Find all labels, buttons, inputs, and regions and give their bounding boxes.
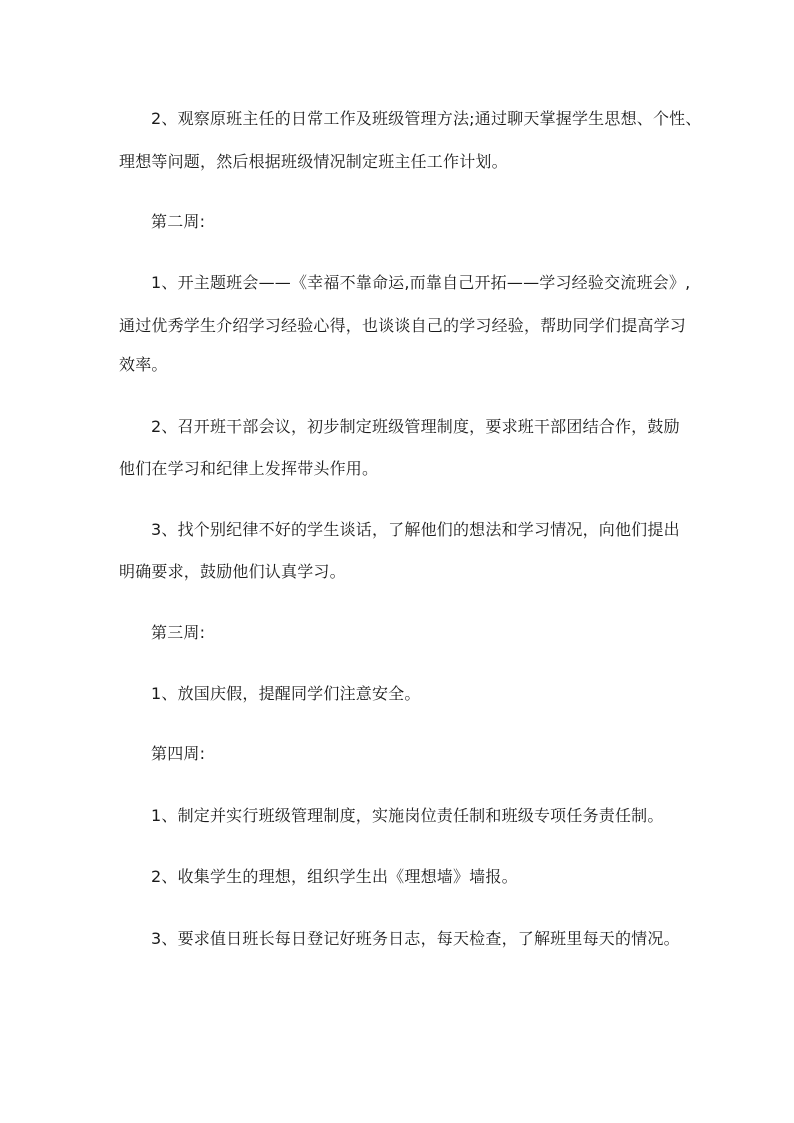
paragraph-line: 1、开主题班会——《幸福不靠命运,而靠自己开拓——学习经验交流班会》, (151, 273, 691, 292)
section-heading: 第三周: (151, 623, 206, 642)
paragraph-line: 1、制定并实行班级管理制度，实施岗位责任制和班级专项任务责任制。 (151, 806, 664, 825)
paragraph-line: 理想等问题，然后根据班级情况制定班主任工作计划。 (119, 152, 508, 171)
section-heading: 第二周: (151, 212, 206, 231)
section-heading: 第四周: (151, 744, 206, 763)
paragraph-line: 3、找个别纪律不好的学生谈话，了解他们的想法和学习情况，向他们提出 (151, 520, 680, 539)
paragraph-line: 他们在学习和纪律上发挥带头作用。 (119, 459, 379, 478)
paragraph-line: 明确要求，鼓励他们认真学习。 (119, 562, 346, 581)
paragraph-line: 2、观察原班主任的日常工作及班级管理方法;通过聊天掌握学生思想、个性、 (151, 109, 702, 128)
paragraph-line: 1、放国庆假，提醒同学们注意安全。 (151, 684, 421, 703)
paragraph-line: 2、收集学生的理想，组织学生出《理想墙》墙报。 (151, 867, 518, 886)
paragraph-line: 通过优秀学生介绍学习经验心得，也谈谈自己的学习经验，帮助同学们提高学习 (119, 316, 687, 335)
paragraph-line: 效率。 (119, 355, 168, 374)
paragraph-line: 3、要求值日班长每日登记好班务日志，每天检查，了解班里每天的情况。 (151, 929, 680, 948)
paragraph-line: 2、召开班干部会议，初步制定班级管理制度，要求班干部团结合作，鼓励 (151, 417, 680, 436)
